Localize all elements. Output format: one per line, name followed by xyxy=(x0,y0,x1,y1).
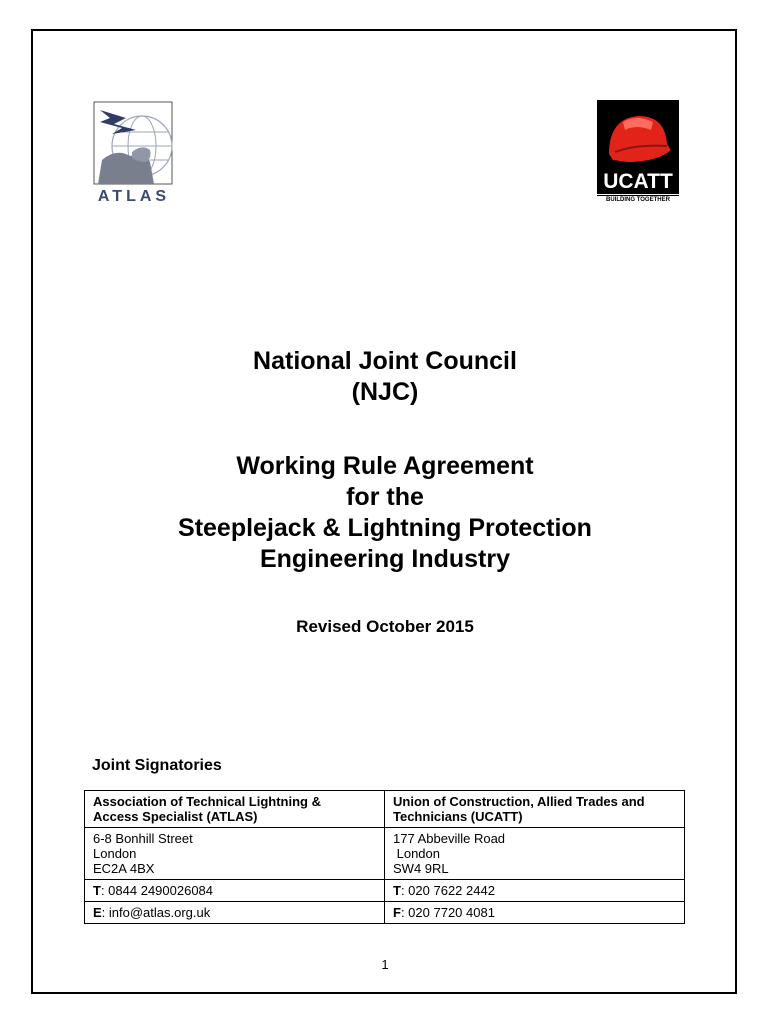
title-line: for the xyxy=(346,483,424,511)
atlas-email-cell xyxy=(85,902,385,924)
org-name: Association of Technical Lightning & xyxy=(93,794,321,809)
title-line: National Joint Council xyxy=(253,347,517,375)
org-name: Union of Construction, Allied Trades and xyxy=(393,794,645,809)
table-row xyxy=(85,791,685,828)
title-line: Steeplejack & Lightning Protection xyxy=(178,514,592,542)
ucatt-phone-cell xyxy=(385,880,685,902)
title-line: (NJC) xyxy=(351,378,419,406)
phone-label: T xyxy=(93,883,101,898)
title-line: Working Rule Agreement xyxy=(236,452,534,480)
atlas-logo xyxy=(92,100,176,208)
phone-label: T xyxy=(393,883,401,898)
phone-value: : 020 7622 2442 xyxy=(400,883,495,898)
title-line: Engineering Industry xyxy=(259,545,511,573)
fax-value: : 020 7720 4081 xyxy=(400,905,495,920)
phone-value: : 0844 2490026084 xyxy=(100,883,214,898)
ucatt-logo-text: UCATT xyxy=(597,170,679,194)
fax-label: F xyxy=(393,905,401,920)
ucatt-name-cell xyxy=(385,791,685,828)
address-line: 6-8 Bonhill Street xyxy=(93,831,193,846)
hard-hat-icon xyxy=(597,100,679,172)
address-line: SW4 9RL xyxy=(393,861,449,876)
signatories-table xyxy=(84,790,685,924)
signatories-heading: Joint Signatories xyxy=(92,757,222,774)
ucatt-address-cell xyxy=(385,828,685,880)
ucatt-fax-cell xyxy=(385,902,685,924)
org-name: Access Specialist (ATLAS) xyxy=(93,809,258,824)
email-label: E xyxy=(93,905,102,920)
table-row xyxy=(85,828,685,880)
table-row xyxy=(85,880,685,902)
atlas-phone-cell xyxy=(85,880,385,902)
table-row xyxy=(85,902,685,924)
ucatt-logo xyxy=(597,100,679,206)
org-name: Technicians (UCATT) xyxy=(393,809,523,824)
address-line: London xyxy=(393,846,440,861)
email-value[interactable]: : info@atlas.org.uk xyxy=(101,905,211,920)
address-line: 177 Abbeville Road xyxy=(393,831,506,846)
ucatt-tagline: BUILDING TOGETHER xyxy=(597,195,679,205)
council-title xyxy=(0,346,770,408)
agreement-title xyxy=(0,451,770,575)
atlas-logo-text: ATLAS xyxy=(97,188,171,205)
address-line: EC2A 4BX xyxy=(93,861,155,876)
revision-date: Revised October 2015 xyxy=(296,617,474,636)
page-number: 1 xyxy=(381,957,389,972)
address-line: London xyxy=(93,846,137,861)
atlas-address-cell xyxy=(85,828,385,880)
atlas-name-cell xyxy=(85,791,385,828)
